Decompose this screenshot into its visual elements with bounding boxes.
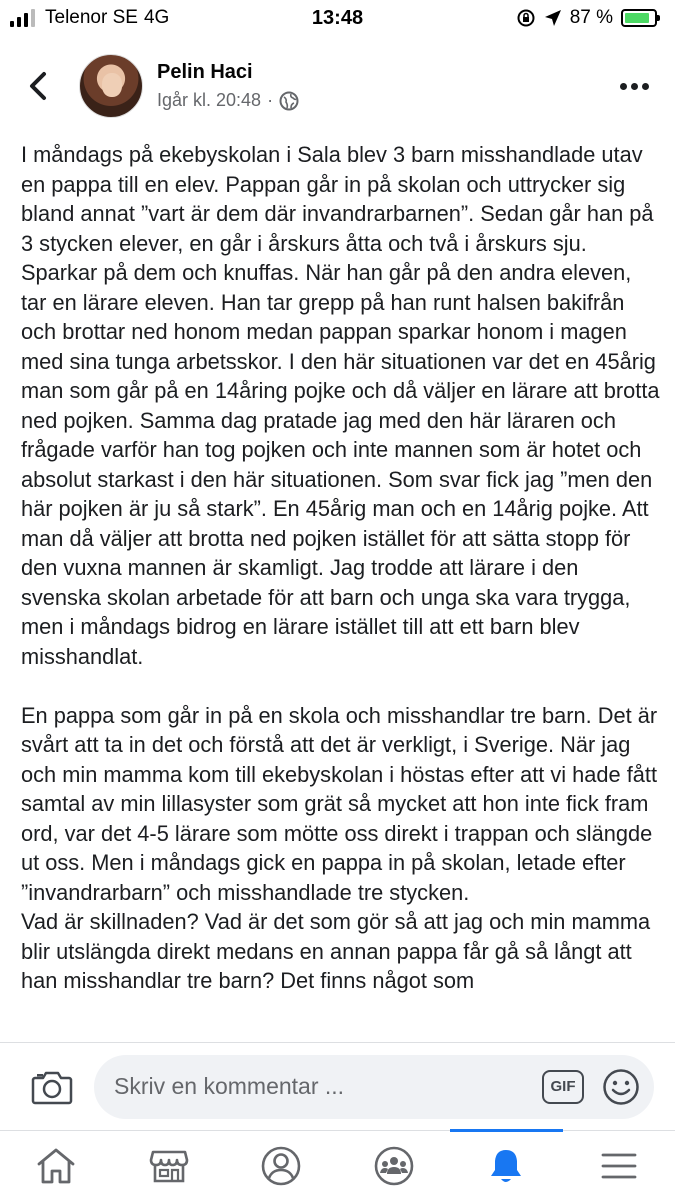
tab-menu[interactable] (563, 1131, 675, 1200)
post-text (21, 140, 661, 1042)
tab-bar (0, 1130, 675, 1200)
gif-button[interactable]: GIF (542, 1070, 584, 1104)
tab-profile[interactable] (225, 1131, 338, 1200)
chevron-left-icon (27, 71, 49, 101)
battery-level (625, 13, 649, 23)
clock: 13:48 (311, 6, 364, 29)
emoji-icon[interactable] (602, 1068, 640, 1106)
post-paragraph: En pappa som går in på en skola och misshandlar tre barn. Det är svårt att ta in det och förstå att det är verkligt, i Sverige. När jag och min mamma kom till ekebyskolan i höstas efter att vi hade fått samtal av min lillasyster som grät så mycket att hon inte fick fram ord, var det 4-5 lärare som mötte oss direkt i trappan och slängde ut oss. Men i måndags gick en pappa in på skolan, letade efter ”invandrarbarn” och misshandlade tre stycken. (21, 702, 658, 905)
comment-bar (0, 1042, 675, 1130)
meta-separator: · (267, 90, 274, 110)
bell-icon (486, 1146, 526, 1186)
tab-home[interactable] (0, 1131, 113, 1200)
avatar[interactable] (79, 54, 143, 118)
dot (620, 83, 627, 90)
battery-icon (621, 9, 657, 27)
network-type: 4G (143, 7, 170, 28)
profile-icon (260, 1145, 302, 1187)
more-options-button[interactable] (620, 83, 649, 90)
marketplace-icon (148, 1146, 190, 1186)
tab-marketplace[interactable] (113, 1131, 226, 1200)
post-timestamp[interactable]: Igår kl. 20:48 (157, 90, 262, 110)
camera-button[interactable] (24, 1062, 80, 1112)
globe-icon (279, 91, 299, 111)
screen-lock-icon (516, 8, 536, 28)
comment-input[interactable] (94, 1055, 654, 1119)
author-name[interactable]: Pelin Haci (157, 61, 253, 83)
tab-groups[interactable] (338, 1131, 451, 1200)
camera-icon (31, 1069, 73, 1105)
status-bar (0, 0, 675, 36)
dot (642, 83, 649, 90)
menu-icon (599, 1150, 639, 1182)
dot (631, 83, 638, 90)
post-paragraph: Vad är skillnaden? Vad är det som gör så att jag och min mamma blir utslängda direkt medans en annan pappa får gå så långt att han misshandlar tre barn? Det finns något som (21, 909, 651, 993)
home-icon (35, 1146, 77, 1186)
tab-notifications[interactable] (450, 1131, 563, 1200)
carrier-name: Telenor SE (45, 7, 138, 28)
post-paragraph: I måndags på ekebyskolan i Sala blev 3 barn misshandlade utav en pappa till en elev. Pappan går in på skolan och uttrycker sig bland annat ”vart är dem där invandrarbarnen”. Sedan går han på 3 stycken elever, en går i årskurs åtta och två i årskurs sju. Sparkar på dem och knuffas. När han går på den andra eleven, tar en lärare eleven. Han tar grepp på han runt halsen bakifrån och brottar ned honom medan pappan sparkar honom i magen med sina tunga arbetsskor. I den här situationen var det en 45årig man som går på en 14åring pojke och då väljer en lärare att brotta ned pojken. Samma dag pratade jag med den här läraren och frågade varför han tog pojken och inte mannen som är hotet och absolut starkast i den här situationen. Som svar fick jag ”men den här pojken är ju så stark”. En 45årig man och en 14årig pojke. Att man då väljer att brotta ned pojken istället för att sätta stopp för den vuxna mannen är skamligt. Jag trodde att lärare i den svenska skolan arbetade för att barn och unga ska vara trygga, men i måndags bidrog en lärare istället till att ett barn blev misshandlat. (21, 142, 660, 669)
comment-placeholder: Skriv en kommentar ... (114, 1073, 345, 1099)
signal-strength-icon (10, 9, 35, 27)
groups-icon (373, 1145, 415, 1187)
battery-percentage: 87 % (569, 7, 613, 28)
post-header (0, 48, 675, 124)
back-button[interactable] (10, 48, 66, 124)
location-arrow-icon (544, 9, 562, 27)
